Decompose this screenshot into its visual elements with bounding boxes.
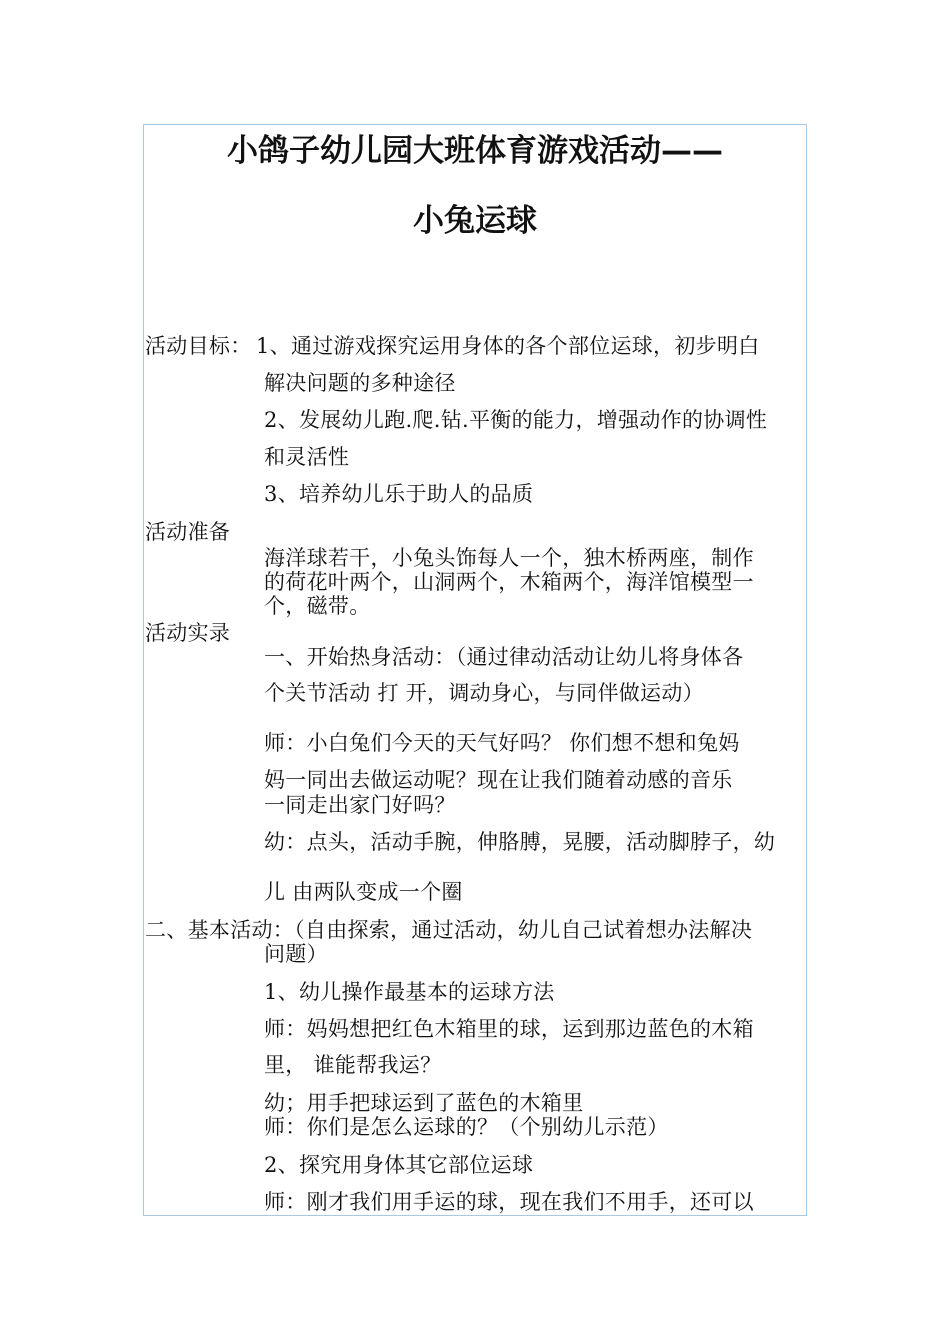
goal-item-2: 2、发展幼儿跑.爬.钻.平衡的能力，增强动作的协调性 — [264, 408, 768, 432]
teacher-line-2: 师：妈妈想把红色木箱里的球，运到那边蓝色的木箱 — [264, 1017, 754, 1041]
goals-label: 活动目标： — [145, 334, 252, 358]
child-line-2: 幼；用手把球运到了蓝色的木箱里 — [264, 1091, 584, 1115]
basic-activity-heading: 二、基本活动：（自由探索，通过活动，幼儿自己试着想办法解决 — [145, 918, 753, 942]
step-2: 2、探究用身体其它部位运球 — [264, 1153, 534, 1177]
document-frame — [143, 124, 807, 1216]
goal-item-3: 3、培养幼儿乐于助人的品质 — [264, 482, 534, 506]
teacher-line-3: 师：你们是怎么运球的？（个别幼儿示范） — [264, 1115, 669, 1139]
preparation-line-3: 个，磁带。 — [264, 594, 371, 618]
goal-item-1: 1、通过游戏探究运用身体的各个部位运球，初步明白 — [256, 334, 760, 358]
preparation-line-1: 海洋球若干，小兔头饰每人一个，独木桥两座，制作 — [264, 546, 754, 570]
teacher-line-2-cont: 里， 谁能帮我运？ — [264, 1053, 442, 1077]
warmup-heading-cont: 个关节活动 打 开，调动身心，与同伴做运动） — [264, 681, 704, 705]
teacher-line-1-cont2: 一同走出家门好吗？ — [264, 793, 456, 817]
warmup-heading: 一、开始热身活动：（通过律动活动让幼儿将身体各 — [264, 645, 744, 669]
teacher-line-4: 师：刚才我们用手运的球，现在我们不用手，还可以 — [264, 1190, 754, 1214]
preparation-label: 活动准备 — [145, 520, 231, 544]
basic-activity-heading-cont: 问题） — [264, 942, 328, 966]
goal-item-2-cont: 和灵活性 — [264, 445, 350, 469]
document-title-line1: 小鸽子幼儿园大班体育游戏活动—— — [227, 133, 723, 169]
child-line-1: 幼：点头，活动手腕，伸胳膊，晃腰，活动脚脖子，幼 — [264, 830, 776, 854]
teacher-line-1-cont: 妈一同出去做运动呢？现在让我们随着动感的音乐 — [264, 768, 733, 792]
step-1: 1、幼儿操作最基本的运球方法 — [264, 980, 555, 1004]
record-label: 活动实录 — [145, 621, 231, 645]
document-title-line2: 小兔运球 — [413, 203, 537, 239]
preparation-line-2: 的荷花叶两个，山洞两个，木箱两个，海洋馆模型一 — [264, 570, 754, 594]
child-line-1-cont: 儿 由两队变成一个圈 — [264, 880, 463, 904]
goal-item-1-cont: 解决问题的多种途径 — [264, 371, 456, 395]
teacher-line-1: 师：小白兔们今天的天气好吗？ 你们想不想和兔妈 — [264, 731, 740, 755]
